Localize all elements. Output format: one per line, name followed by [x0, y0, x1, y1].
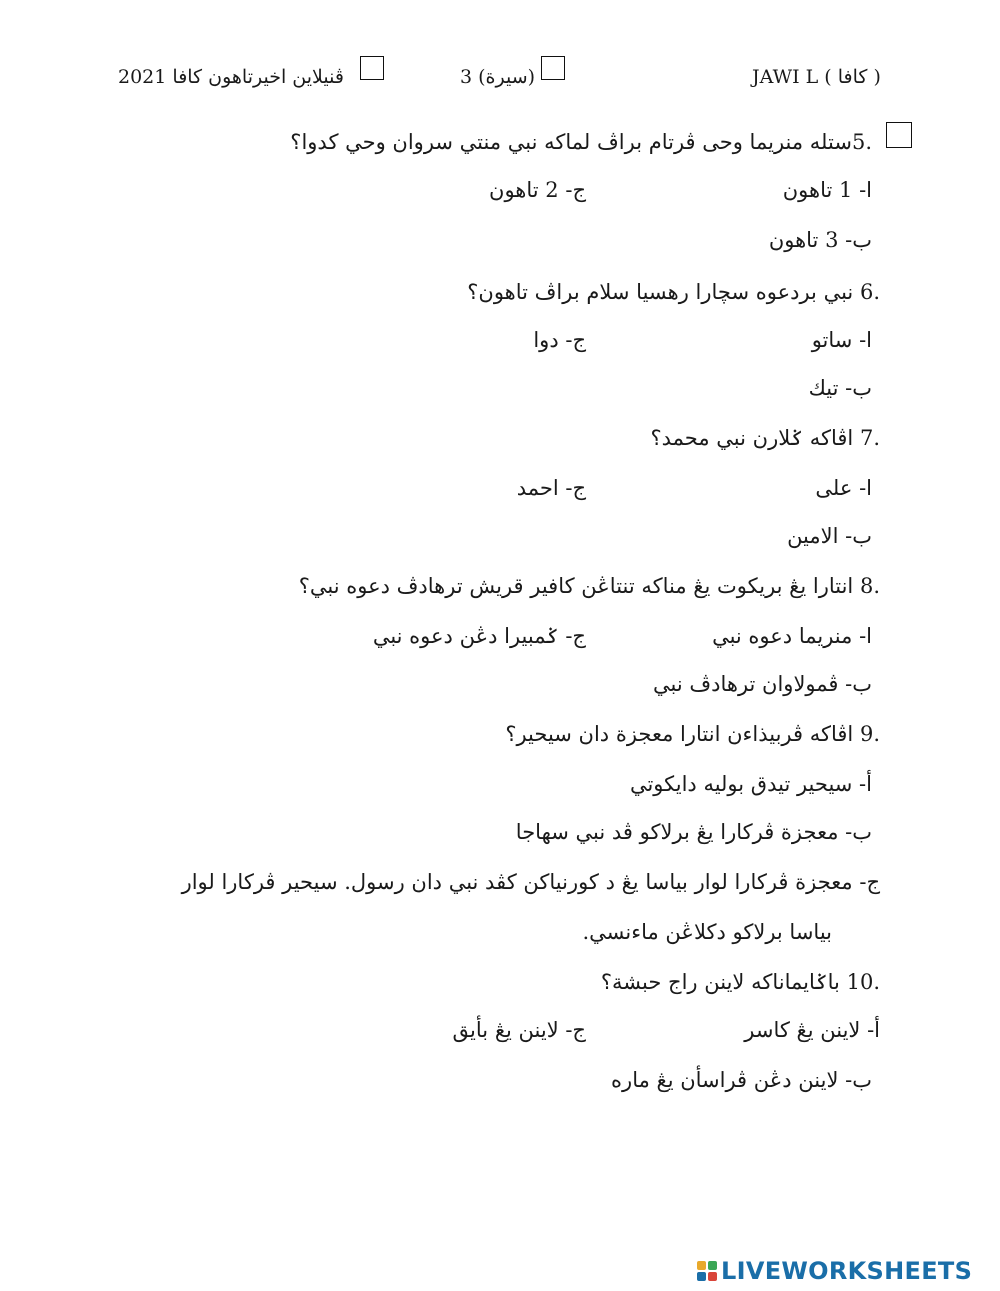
- logo-mark-icon: [697, 1261, 717, 1281]
- q8-option-a: ا- منريما دعوه نبي: [712, 624, 872, 648]
- q7-option-c: ج- احمد: [516, 476, 586, 500]
- q6-option-b: ب- تيك: [808, 376, 872, 400]
- logo-tile: [697, 1272, 706, 1281]
- question-6: .6 نبي بردعوه سچارا رهسيا سلام براڤ تاهون؟: [467, 280, 880, 304]
- q10-option-c: ج- لاينن يڠ بأيق: [452, 1018, 586, 1042]
- question-10: .10 باݢايماناكه لاينن راج حبشة؟: [600, 970, 880, 994]
- header-checkbox-1[interactable]: [360, 56, 384, 80]
- logo-tile: [697, 1261, 706, 1270]
- q5-option-b: ب- 3 تاهون: [768, 228, 872, 252]
- q9-option-a: أ- سيحير تيدق بوليه دايكوتي: [629, 772, 872, 796]
- q5-checkbox[interactable]: [886, 122, 912, 148]
- header-subject: (سيرة) 3: [460, 66, 536, 88]
- q8-option-b: ب- ڤمولاوان ترهادڤ نبي: [652, 672, 872, 696]
- q10-option-b: ب- لاينن دڠن ڤراسأن يڠ ماره: [611, 1068, 872, 1092]
- q9-option-c: ج- معجزة ڤركارا لوار بياسا يڠ د كورنياكن كڤد نبي دان رسول. سيحير ڤركارا لوار: [181, 870, 880, 894]
- q9-option-b: ب- معجزة ڤركارا يڠ برلاكو ڤد نبي سهاجا: [515, 820, 872, 844]
- question-5: .5ستله منريما وحى ڤرتام براڤ لماكه نبي منتي سروان وحي كدوا؟: [290, 130, 872, 154]
- q5-option-a: ا- 1 تاهون: [782, 178, 872, 202]
- q7-option-a: ا- على: [815, 476, 872, 500]
- q8-option-c: ج- ݢمبيرا دڠن دعوه نبي: [372, 624, 586, 648]
- q7-option-b: ب- الامين: [787, 524, 872, 548]
- q6-option-a: ا- ساتو: [811, 328, 872, 352]
- question-8: .8 انتارا يڠ بريكوت يڠ مناكه تنتاڠن كافير قريش ترهادڤ دعوه نبي؟: [298, 574, 880, 598]
- question-9: .9 اڤاكه ڤربيذاءن انتارا معجزة دان سيحير؟: [505, 722, 880, 746]
- q9-option-c-continued: بياسا برلاكو دكلاڠن ماءنسي.: [582, 920, 832, 944]
- question-7: .7 اڤاكه ݢلارن نبي محمد؟: [650, 426, 880, 450]
- header-checkbox-2[interactable]: [541, 56, 565, 80]
- logo-text: LIVEWORKSHEETS: [721, 1257, 973, 1285]
- header-class: JAWI L ( كافا ): [752, 66, 881, 88]
- q10-option-a: أ- لاينن يڠ كاسر: [744, 1018, 880, 1042]
- q6-option-c: ج- دوا: [533, 328, 586, 352]
- q5-option-c: ج- 2 تاهون: [489, 178, 586, 202]
- logo-tile: [708, 1272, 717, 1281]
- liveworksheets-logo: [697, 1256, 972, 1286]
- header-title: ڤنيلاين اخيرتاهون كافا 2021: [118, 66, 344, 88]
- logo-tile: [708, 1261, 717, 1270]
